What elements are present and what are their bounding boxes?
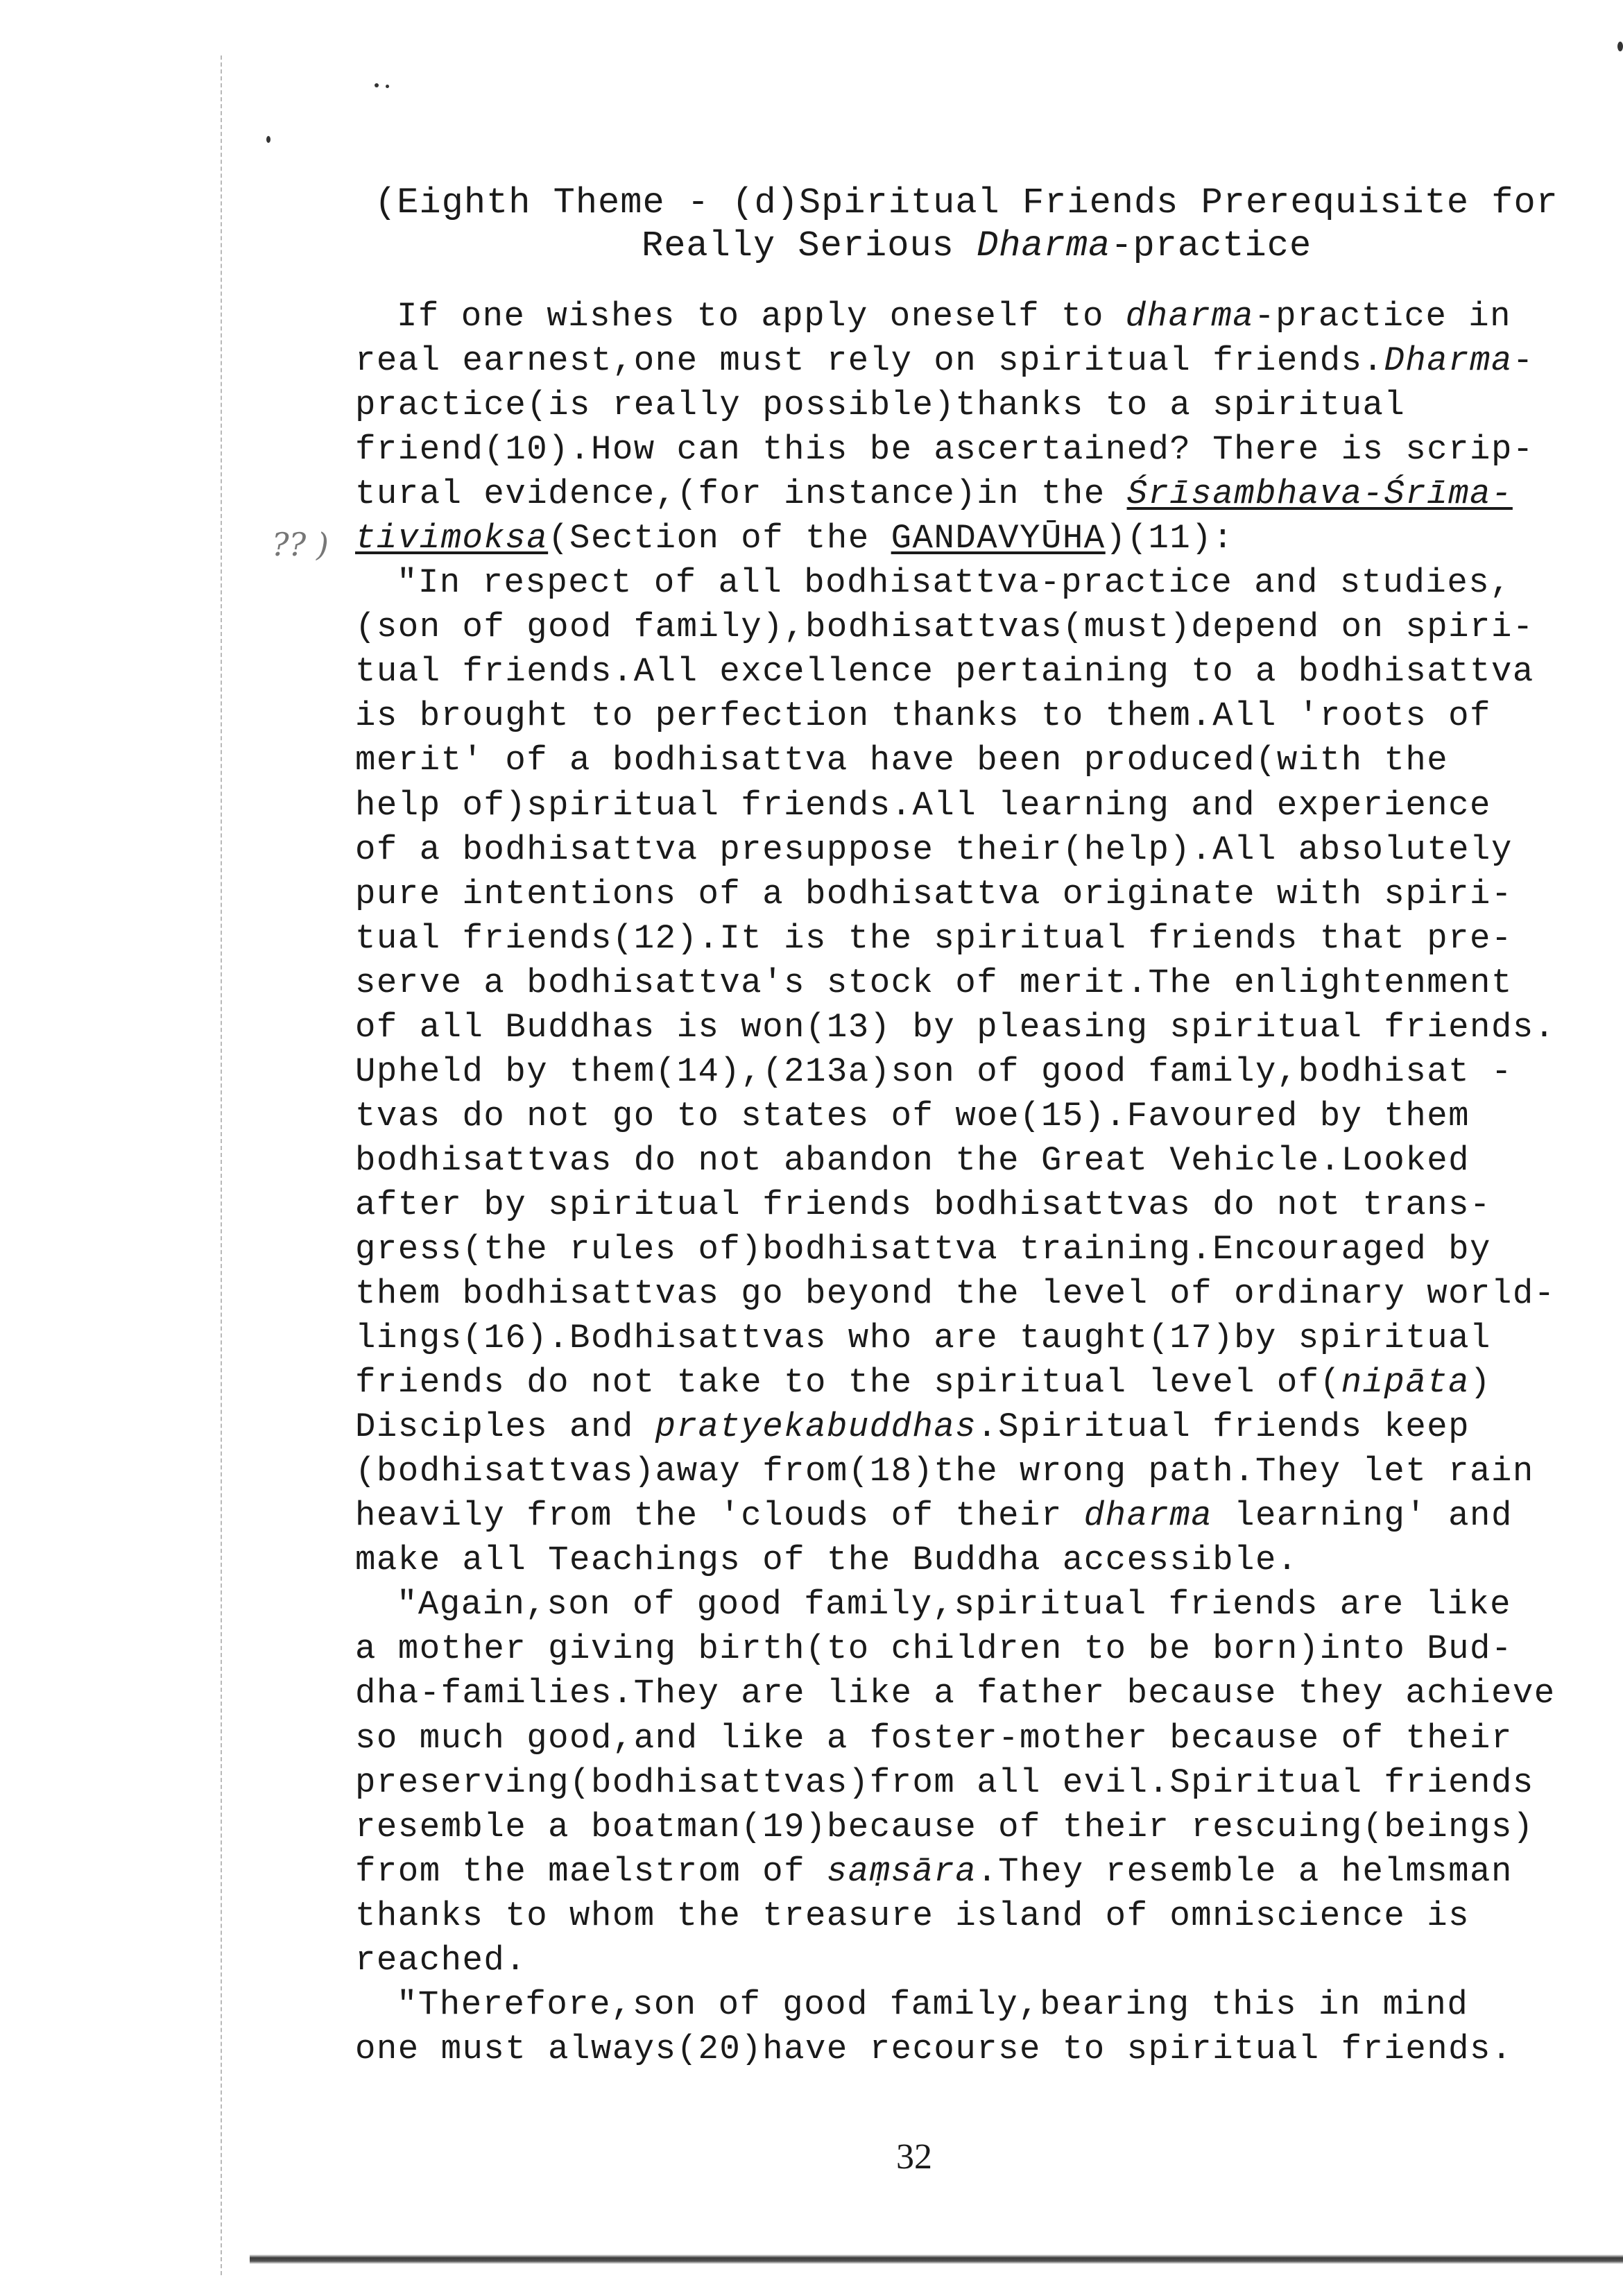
text-line: them bodhisattvas go beyond the level of ordinary world- xyxy=(355,1274,1556,1314)
text-line: help of)spiritual friends.All learning and experience xyxy=(355,785,1491,825)
scan-speck xyxy=(386,85,389,88)
text-line: Upheld by them(14),(213a)son of good family,bodhisat - xyxy=(355,1052,1513,1091)
text-line: reached. xyxy=(355,1940,527,1980)
text-line: friends do not take to the spiritual level of(nipāta) xyxy=(355,1363,1491,1403)
text-line: Disciples and pratyekabuddhas.Spiritual friends keep xyxy=(355,1407,1470,1447)
body-text xyxy=(355,294,1604,2071)
text-line: make all Teachings of the Buddha accessible. xyxy=(355,1541,1298,1580)
text-line: gress(the rules of)bodhisattva training.Encouraged by xyxy=(355,1229,1491,1269)
text-line: friend(10).How can this be ascertained? There is scrip- xyxy=(355,430,1534,470)
text-line: tual friends(12).It is the spiritual friends that pre- xyxy=(355,918,1513,958)
text-line: a mother giving birth(to children to be born)into Bud- xyxy=(355,1629,1513,1669)
heading-line-2-italic: Dharma xyxy=(977,225,1111,266)
text-line: serve a bodhisattva's stock of merit.The enlightenment xyxy=(355,963,1513,1002)
text-line: of all Buddhas is won(13) by pleasing spiritual friends. xyxy=(355,1007,1556,1047)
text-line: from the maelstrom of saṃsāra.They resemble a helmsman xyxy=(355,1851,1513,1891)
text-line: heavily from the 'clouds of their dharma learning' and xyxy=(355,1496,1513,1536)
text-line: tual friends.All excellence pertaining to a bodhisattva xyxy=(355,652,1534,692)
text-line: (bodhisattvas)away from(18)the wrong path.They let rain xyxy=(355,1452,1534,1491)
text-line: tural evidence,(for instance)in the Śrīsambhava-Śrīma- xyxy=(355,474,1513,514)
left-margin-line xyxy=(221,55,222,2275)
text-line: is brought to perfection thanks to them.All 'roots of xyxy=(355,696,1491,736)
text-line: dha-families.They are like a father because they achieve xyxy=(355,1674,1556,1713)
text-line: tvas do not go to states of woe(15).Favoured by them xyxy=(355,1096,1470,1136)
text-line: "Therefore,son of good family,bearing this in mind xyxy=(397,1985,1469,2024)
text-line: so much good,and like a foster-mother because of their xyxy=(355,1718,1513,1758)
scan-speck xyxy=(375,83,379,87)
scan-speck xyxy=(1617,42,1623,51)
heading-line-2-suffix: -practice xyxy=(1110,225,1312,266)
text-line: preserving(bodhisattvas)from all evil.Spiritual friends xyxy=(355,1763,1534,1802)
heading-line-1: (Eighth Theme - (d)Spiritual Friends Prerequisite for xyxy=(375,182,1558,223)
handwritten-margin-note: ?? ) xyxy=(272,526,329,563)
text-line: real earnest,one must rely on spiritual friends.Dharma- xyxy=(355,341,1534,381)
text-line: If one wishes to apply oneself to dharma-practice in xyxy=(397,297,1512,336)
text-line: pure intentions of a bodhisattva originate with spiri- xyxy=(355,874,1513,914)
text-line: thanks to whom the treasure island of omniscience is xyxy=(355,1896,1470,1935)
text-line: tivimoksa(Section of the GANDAVYŪHA)(11): xyxy=(355,519,1235,558)
heading-line-2-prefix: Really Serious xyxy=(642,225,977,266)
text-line: lings(16).Bodhisattvas who are taught(17)by spiritual xyxy=(355,1319,1491,1358)
text-line: one must always(20)have recourse to spiritual friends. xyxy=(355,2029,1513,2068)
text-line: (son of good family),bodhisattvas(must)depend on spiri- xyxy=(355,608,1534,647)
text-line: resemble a boatman(19)because of their rescuing(beings) xyxy=(355,1807,1534,1847)
text-line: merit' of a bodhisattva have been produced(with the xyxy=(355,741,1449,780)
text-line: practice(is really possible)thanks to a spiritual xyxy=(355,386,1406,425)
text-line: bodhisattvas do not abandon the Great Vehicle.Looked xyxy=(355,1140,1470,1180)
scan-bottom-edge xyxy=(250,2254,1623,2264)
heading-line-2 xyxy=(642,225,1595,268)
text-line: "In respect of all bodhisattva-practice and studies, xyxy=(397,563,1512,603)
text-line: of a bodhisattva presuppose their(help).All absolutely xyxy=(355,830,1513,869)
section-heading xyxy=(375,182,1595,268)
scan-speck xyxy=(266,136,270,143)
text-line: "Again,son of good family,spiritual friends are like xyxy=(397,1585,1512,1625)
page-number: 32 xyxy=(896,2137,932,2177)
text-line: after by spiritual friends bodhisattvas do not trans- xyxy=(355,1185,1491,1224)
